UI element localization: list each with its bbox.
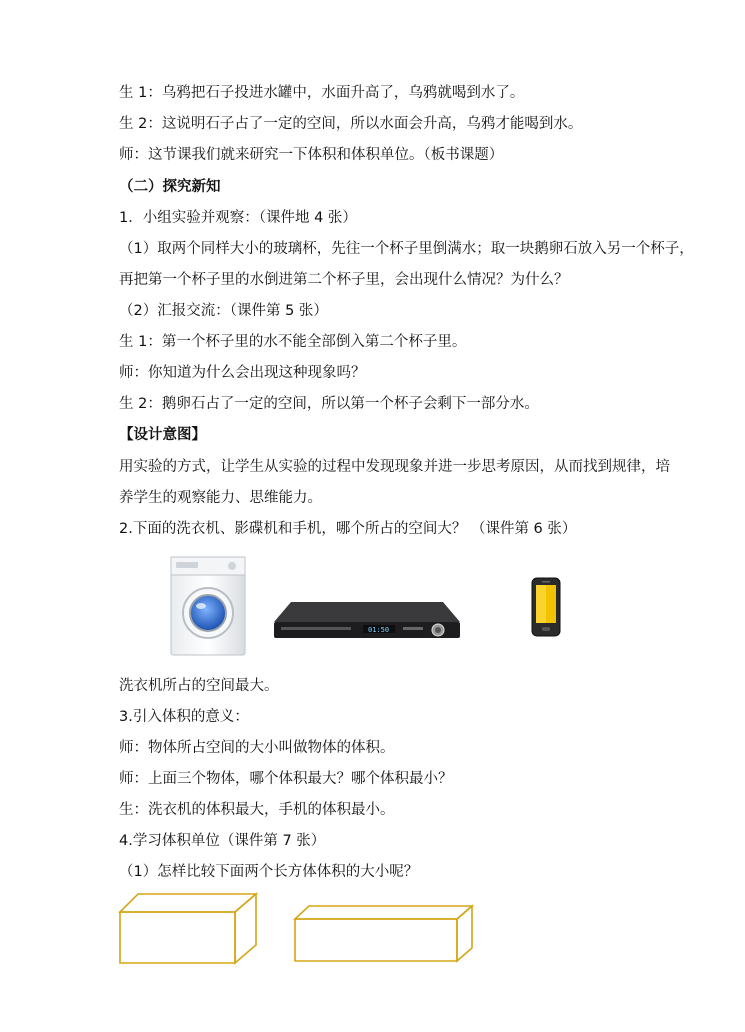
text-line: 生：洗衣机的体积最大，手机的体积最小。 bbox=[119, 802, 395, 818]
section-heading: （二）探究新知 bbox=[119, 179, 221, 195]
text-line: 师：这节课我们就来研究一下体积和体积单位。（板书课题） bbox=[119, 147, 504, 163]
dvd-display-text: 01:50 bbox=[368, 626, 390, 634]
design-intent-heading: 【设计意图】 bbox=[119, 427, 206, 443]
mobile-phone-image bbox=[531, 577, 561, 637]
text-line: 2.下面的洗衣机、影碟机和手机，哪个所占的空间大？ （课件第 6 张） bbox=[119, 521, 577, 537]
text-line: 3.引入体积的意义： bbox=[119, 709, 249, 725]
text-line: 1．小组实验并观察：（课件地 4 张） bbox=[119, 210, 357, 226]
text-line: 再把第一个杯子里的水倒进第二个杯子里，会出现什么情况？为什么？ bbox=[119, 272, 569, 288]
text-line: 生 1：第一个杯子里的水不能全部倒入第二个杯子里。 bbox=[119, 334, 467, 350]
text-line: 养学生的观察能力、思维能力。 bbox=[119, 490, 322, 506]
washing-machine-image bbox=[170, 556, 246, 656]
cuboid-a-drawing bbox=[118, 892, 260, 966]
text-line: 生 2：鹅卵石占了一定的空间，所以第一个杯子会剩下一部分水。 bbox=[119, 396, 539, 412]
text-line: 师：上面三个物体，哪个体积最大？哪个体积最小？ bbox=[119, 771, 453, 787]
text-line: （1）怎样比较下面两个长方体体积的大小呢？ bbox=[119, 864, 419, 880]
text-line: （1）取两个同样大小的玻璃杯，先往一个杯子里倒满水；取一块鹅卵石放入另一个杯子， bbox=[119, 241, 694, 257]
text-line: 4.学习体积单位（课件第 7 张） bbox=[119, 833, 326, 849]
text-line: 生 1：乌鸦把石子投进水罐中，水面升高了，乌鸦就喝到水了。 bbox=[119, 85, 525, 101]
text-line: 洗衣机所占的空间最大。 bbox=[119, 678, 279, 694]
dvd-player-image bbox=[273, 600, 461, 640]
text-line: 师：你知道为什么会出现这种现象吗？ bbox=[119, 365, 366, 381]
text-line: 师：物体所占空间的大小叫做物体的体积。 bbox=[119, 740, 395, 756]
text-line: 用实验的方式，让学生从实验的过程中发现现象并进一步思考原因，从而找到规律，培 bbox=[119, 459, 670, 475]
text-line: 生 2：这说明石子占了一定的空间，所以水面会升高，乌鸦才能喝到水。 bbox=[119, 116, 583, 132]
text-line: （2）汇报交流：（课件第 5 张） bbox=[119, 303, 328, 319]
cuboid-b-drawing bbox=[293, 904, 475, 964]
